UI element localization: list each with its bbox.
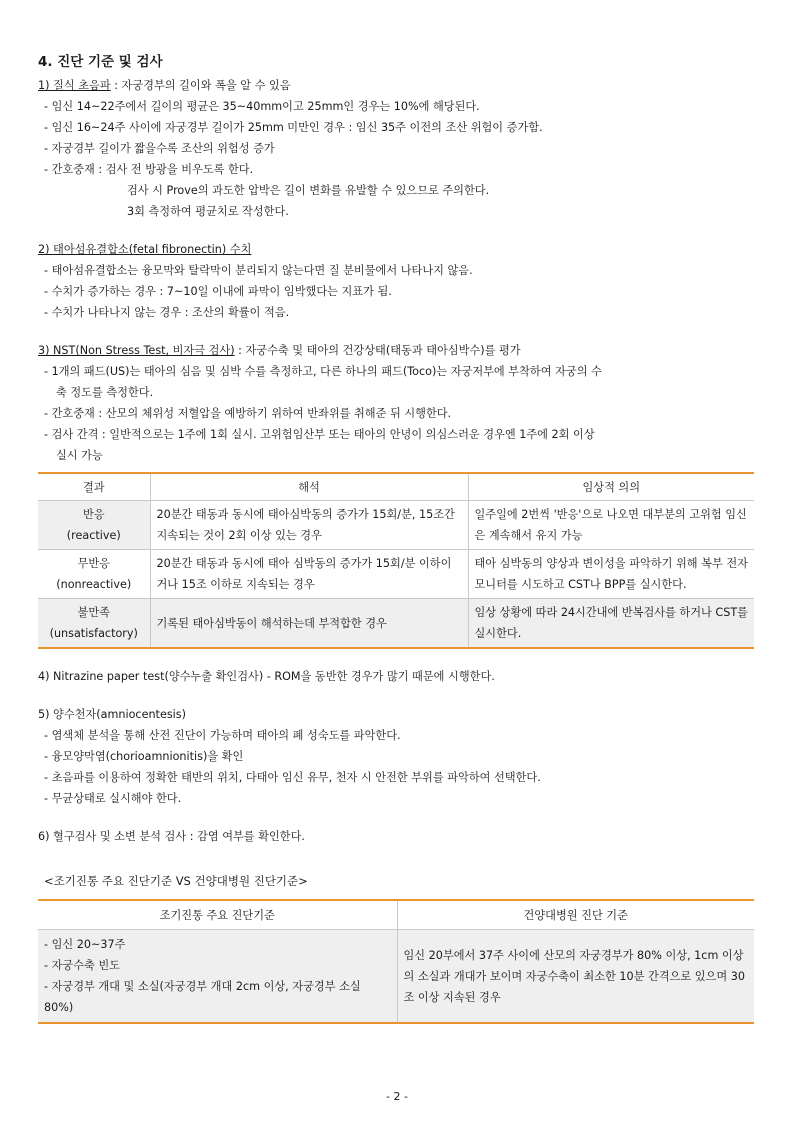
significance-cell: 임상 상황에 따라 24시간내에 반복검사를 하거나 CST를 실시한다. — [468, 599, 754, 649]
column-header: 조기진통 주요 진단기준 — [38, 900, 397, 930]
bullet: - 간호중재 : 검사 전 방광을 비우도록 한다. — [44, 163, 254, 176]
bullet: - 무균상태로 실시해야 한다. — [44, 792, 182, 805]
section-heading: 1) 질식 초음파 : 자궁경부의 길이와 폭을 알 수 있음 — [38, 79, 291, 92]
bullet: - 임신 16~24주 사이에 자궁경부 길이가 25mm 미만인 경우 : 임신 35주 이전의 조산 위험이 증가함. — [44, 121, 543, 134]
table-row — [38, 550, 754, 599]
bullet: - 수치가 나타나지 않는 경우 : 조산의 확률이 적음. — [44, 306, 290, 319]
hospital-criteria-cell: 임신 20부에서 37주 사이에 산모의 자궁경부가 80% 이상, 1cm 이상의 소실과 개대가 보이며 자궁수축이 최소한 10분 간격으로 있으며 30조 이상 지속된 경우 — [397, 930, 754, 1024]
criteria-cell: - 임신 20~37주 - 자궁수축 빈도 - 자궁경부 개대 및 소실(자궁경부 개대 2cm 이상, 자궁경부 소실 80%) — [38, 930, 397, 1024]
section-amniocentesis — [38, 705, 754, 809]
bullet: - 수치가 증가하는 경우 : 7~10일 이내에 파막이 임박했다는 지표가 됨. — [44, 285, 392, 298]
section-blood-urine: 6) 혈구검사 및 소변 분석 검사 : 감염 여부를 확인한다. — [38, 830, 305, 843]
bullet: - 임신 14~22주에서 길이의 평균은 35~40mm이고 25mm인 경우는 10%에 해당된다. — [44, 100, 480, 113]
result-cell: 무반응 (nonreactive) — [38, 550, 150, 599]
note-line: 3회 측정하여 평균치로 작성한다. — [127, 205, 289, 218]
column-header: 해석 — [150, 473, 468, 501]
section-heading: 5) 양수천자(amniocentesis) — [38, 708, 186, 721]
table-row — [38, 599, 754, 649]
bullet: - 융모양막염(chorioamnionitis)을 확인 — [44, 750, 244, 763]
section-nst — [38, 341, 754, 649]
interpretation-cell: 20분간 태동과 동시에 태아심박동의 증가가 15회/분, 15조간 지속되는 것이 2회 이상 있는 경우 — [150, 501, 468, 550]
bullet: - 초음파를 이용하여 정확한 태반의 위치, 다태아 임신 유무, 천자 시 안전한 부위를 파악하여 선택한다. — [44, 771, 541, 784]
bullet: - 염색체 분석을 통해 산전 진단이 가능하며 태아의 폐 성숙도를 파악한다. — [44, 729, 401, 742]
table-header-row — [38, 473, 754, 501]
table-row — [38, 501, 754, 550]
comparison-title: <조기진통 주요 진단기준 VS 건양대병원 진단기준> — [44, 874, 308, 888]
bullet: - 자궁경부 길이가 짧을수록 조산의 위험성 증가 — [44, 142, 275, 155]
bullet: - 검사 간격 : 일반적으로는 1주에 1회 실시. 고위험임산부 또는 태아의 안녕이 의심스러운 경우엔 1주에 2회 이상 — [44, 428, 595, 441]
bullet-continued: 축 정도를 측정한다. — [56, 386, 154, 399]
bullet-continued: 실시 가능 — [56, 449, 103, 462]
result-cell: 불만족 (unsatisfactory) — [38, 599, 150, 649]
nst-table — [38, 472, 754, 649]
bullet: - 태아섬유결합소는 융모막와 탈락막이 분리되지 않는다면 질 분비물에서 나타나지 않음. — [44, 264, 473, 277]
section-title: 4. 진단 기준 및 검사 — [38, 54, 163, 70]
interpretation-cell: 20분간 태동과 동시에 태아 심박동의 증가가 15회/분 이하이거나 15조 이하로 지속되는 경우 — [150, 550, 468, 599]
column-header: 임상적 의의 — [468, 473, 754, 501]
note-line: 검사 시 Prove의 과도한 압박은 길이 변화를 유발할 수 있으므로 주의한다. — [127, 184, 490, 197]
significance-cell: 일주일에 2번씩 '반응'으로 나오면 대부분의 고위험 임신은 계속해서 유지 가능 — [468, 501, 754, 550]
column-header: 건양대병원 진단 기준 — [397, 900, 754, 930]
section-heading: 2) 태아섬유결합소(fetal fibronectin) 수치 — [38, 243, 252, 256]
significance-cell: 태아 심박동의 양상과 변이성을 파악하기 위해 복부 전자모니터를 시도하고 CST나 BPP를 실시한다. — [468, 550, 754, 599]
bullet: - 1개의 패드(US)는 태아의 심음 및 심박 수를 측정하고, 다른 하나의 패드(Toco)는 자궁저부에 부착하여 자궁의 수 — [44, 365, 602, 378]
section-heading: 3) NST(Non Stress Test, 비자극 검사) : 자궁수축 및 태아의 건강상태(태동과 태아심박수)를 평가 — [38, 344, 521, 357]
section-ultrasound — [38, 76, 754, 222]
column-header: 결과 — [38, 473, 150, 501]
page-number: - 2 - — [386, 1090, 408, 1103]
comparison-table — [38, 899, 754, 1024]
table-row — [38, 930, 754, 1024]
bullet: - 간호중재 : 산모의 체위성 저혈압을 예방하기 위하여 반좌위를 취해준 뒤 시행한다. — [44, 407, 452, 420]
interpretation-cell: 기록된 태아심박동이 해석하는데 부적합한 경우 — [150, 599, 468, 649]
document-page — [38, 50, 754, 1024]
section-fibronectin — [38, 240, 754, 323]
result-cell: 반응 (reactive) — [38, 501, 150, 550]
section-nitrazine: 4) Nitrazine paper test(양수누출 확인검사) - ROM을 동반한 경우가 많기 때문에 시행한다. — [38, 670, 495, 683]
table-header-row — [38, 900, 754, 930]
